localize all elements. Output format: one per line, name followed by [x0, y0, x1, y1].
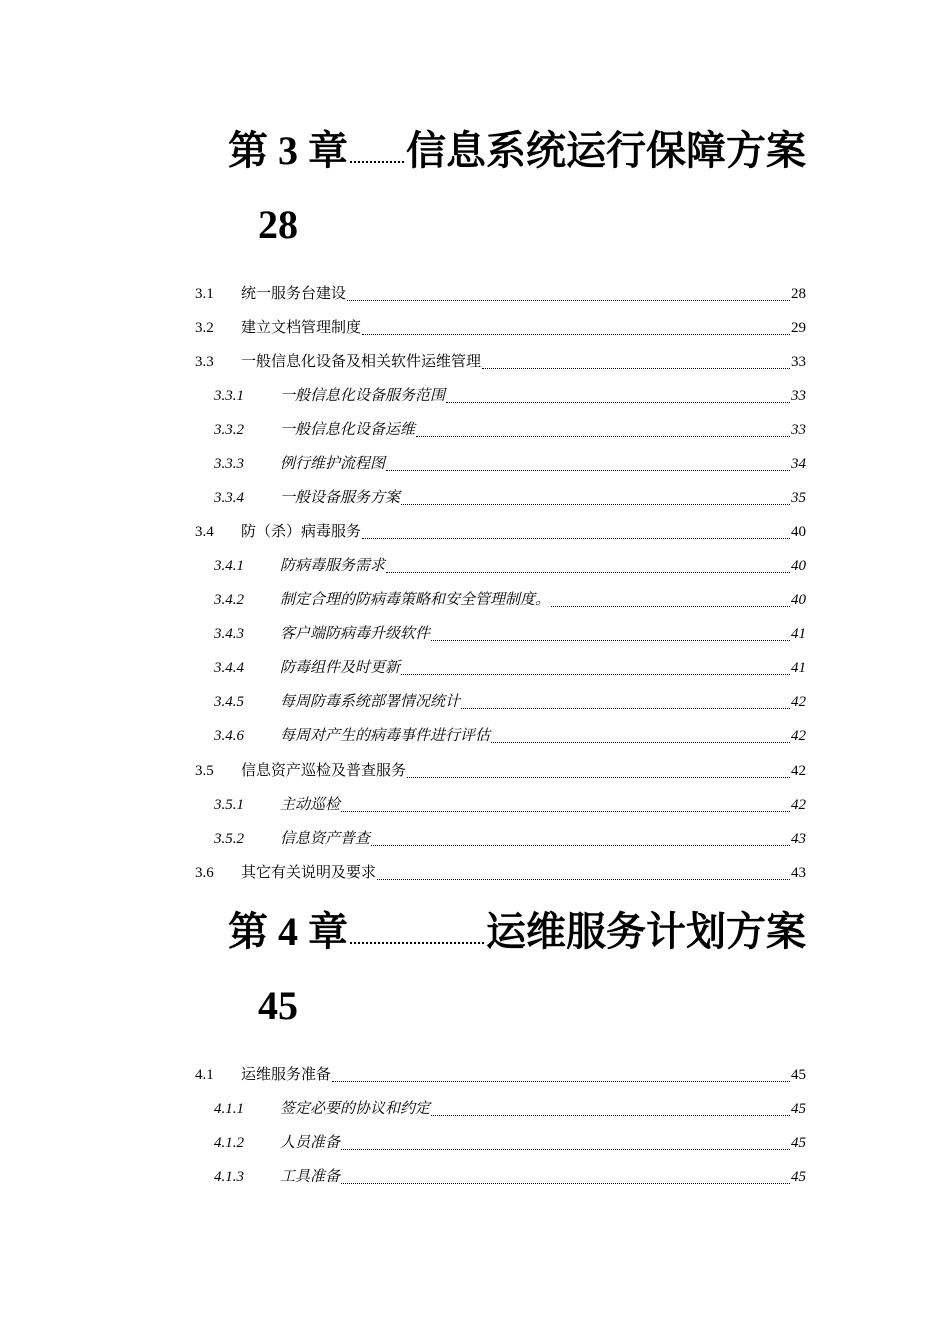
- entry-number: 3.3: [195, 354, 214, 370]
- dot-leader: [371, 845, 790, 846]
- toc-entry[interactable]: [195, 351, 806, 373]
- toc-chapter-4-heading[interactable]: [228, 908, 806, 956]
- toc-chapter-3-heading[interactable]: [228, 127, 806, 175]
- entry-number: 3.4.6: [214, 728, 244, 744]
- entry-number: 3.4.2: [214, 592, 244, 608]
- entry-number: 4.1: [195, 1067, 214, 1083]
- entry-title: 一般设备服务方案: [280, 490, 401, 506]
- dot-leader: [386, 470, 790, 471]
- toc-entry[interactable]: [195, 1064, 806, 1086]
- toc-subentry[interactable]: [195, 623, 806, 645]
- entry-page: 42: [791, 797, 806, 813]
- dot-leader: [350, 942, 484, 944]
- entry-number: 3.2: [195, 320, 214, 336]
- chapter-title: 运维服务计划方案: [486, 909, 806, 954]
- chapter-number: 第 4 章: [228, 909, 348, 954]
- toc-subentry[interactable]: [195, 487, 806, 509]
- dot-leader: [482, 368, 790, 369]
- chapter-title: 信息系统运行保障方案: [406, 128, 806, 173]
- dot-leader: [431, 1115, 790, 1116]
- toc-subentry[interactable]: [195, 385, 806, 407]
- dot-leader: [347, 300, 790, 301]
- entry-page: 35: [791, 490, 806, 506]
- toc-subentry[interactable]: [195, 657, 806, 679]
- entry-page: 42: [791, 694, 806, 710]
- entry-title: 工具准备: [280, 1169, 341, 1185]
- entry-title: 信息资产巡检及普查服务: [241, 763, 407, 779]
- chapter-page-number: 45: [258, 983, 298, 1028]
- entry-title: 人员准备: [280, 1135, 341, 1151]
- entry-page: 43: [791, 865, 806, 881]
- entry-page: 45: [791, 1101, 806, 1117]
- dot-leader: [341, 1183, 790, 1184]
- entry-number: 3.5: [195, 763, 214, 779]
- toc-subentry[interactable]: [195, 453, 806, 475]
- entry-page: 45: [791, 1135, 806, 1151]
- entry-title: 建立文档管理制度: [241, 320, 362, 336]
- entry-number: 3.3.1: [214, 388, 244, 404]
- entry-title: 其它有关说明及要求: [241, 865, 377, 881]
- entry-number: 3.3.2: [214, 422, 244, 438]
- entry-page: 28: [791, 286, 806, 302]
- entry-number: 3.4.3: [214, 626, 244, 642]
- toc-subentry[interactable]: [195, 419, 806, 441]
- entry-page: 33: [791, 422, 806, 438]
- entry-title: 每周防毒系统部署情况统计: [280, 694, 461, 710]
- entry-title: 一般信息化设备服务范围: [280, 388, 446, 404]
- entry-number: 3.4.5: [214, 694, 244, 710]
- entry-number: 3.1: [195, 286, 214, 302]
- entry-number: 3.5.1: [214, 797, 244, 813]
- entry-number: 3.3.3: [214, 456, 244, 472]
- entry-page: 40: [791, 592, 806, 608]
- entry-title: 防（杀）病毒服务: [241, 524, 362, 540]
- toc-subentry[interactable]: [195, 691, 806, 713]
- entry-page: 34: [791, 456, 806, 472]
- entry-page: 43: [791, 831, 806, 847]
- dot-leader: [431, 640, 790, 641]
- toc-subentry[interactable]: [195, 555, 806, 577]
- entry-title: 防毒组件及时更新: [280, 660, 401, 676]
- dot-leader: [341, 1149, 790, 1150]
- dot-leader: [446, 402, 790, 403]
- entry-title: 一般信息化设备运维: [280, 422, 416, 438]
- entry-number: 3.3.4: [214, 490, 244, 506]
- toc-subentry[interactable]: [195, 828, 806, 850]
- dot-leader: [350, 161, 404, 163]
- dot-leader: [341, 811, 790, 812]
- entry-page: 42: [791, 763, 806, 779]
- entry-page: 42: [791, 728, 806, 744]
- entry-number: 3.4.1: [214, 558, 244, 574]
- dot-leader: [401, 504, 790, 505]
- toc-entry[interactable]: [195, 760, 806, 782]
- entry-page: 45: [791, 1169, 806, 1185]
- entry-number: 3.6: [195, 865, 214, 881]
- entry-page: 33: [791, 388, 806, 404]
- entry-title: 签定必要的协议和约定: [280, 1101, 431, 1117]
- toc-entry[interactable]: [195, 862, 806, 884]
- entry-title: 一般信息化设备及相关软件运维管理: [241, 354, 482, 370]
- dot-leader: [407, 777, 790, 778]
- toc-subentry[interactable]: [195, 725, 806, 747]
- entry-title: 统一服务台建设: [241, 286, 347, 302]
- entry-title: 客户端防病毒升级软件: [280, 626, 431, 642]
- entry-title: 信息资产普查: [280, 831, 371, 847]
- toc-entry[interactable]: [195, 317, 806, 339]
- dot-leader: [551, 606, 790, 607]
- entry-page: 40: [791, 524, 806, 540]
- dot-leader: [386, 572, 790, 573]
- entry-number: 4.1.3: [214, 1169, 244, 1185]
- toc-subentry[interactable]: [195, 794, 806, 816]
- entry-page: 40: [791, 558, 806, 574]
- entry-page: 45: [791, 1067, 806, 1083]
- chapter-page-number: 28: [258, 202, 298, 247]
- entry-number: 4.1.1: [214, 1101, 244, 1117]
- entry-page: 33: [791, 354, 806, 370]
- toc-subentry[interactable]: [195, 1098, 806, 1120]
- entry-title: 例行维护流程图: [280, 456, 386, 472]
- entry-number: 3.4: [195, 524, 214, 540]
- entry-title: 主动巡检: [280, 797, 341, 813]
- toc-subentry[interactable]: [195, 589, 806, 611]
- chapter-number: 第 3 章: [228, 128, 348, 173]
- dot-leader: [401, 674, 790, 675]
- entry-title: 运维服务准备: [241, 1067, 332, 1083]
- toc-entry[interactable]: [195, 283, 806, 305]
- dot-leader: [377, 879, 790, 880]
- entry-page: 41: [791, 660, 806, 676]
- dot-leader: [461, 708, 790, 709]
- dot-leader: [362, 334, 790, 335]
- entry-title: 每周对产生的病毒事件进行评估: [280, 728, 491, 744]
- entry-page: 41: [791, 626, 806, 642]
- toc-entry[interactable]: [195, 521, 806, 543]
- entry-number: 3.4.4: [214, 660, 244, 676]
- entry-title: 制定合理的防病毒策略和安全管理制度。: [280, 592, 551, 608]
- entry-title: 防病毒服务需求: [280, 558, 386, 574]
- dot-leader: [362, 538, 790, 539]
- entry-page: 29: [791, 320, 806, 336]
- toc-subentry[interactable]: [195, 1166, 806, 1188]
- dot-leader: [416, 436, 790, 437]
- dot-leader: [332, 1081, 790, 1082]
- entry-number: 3.5.2: [214, 831, 244, 847]
- dot-leader: [491, 742, 790, 743]
- toc-subentry[interactable]: [195, 1132, 806, 1154]
- entry-number: 4.1.2: [214, 1135, 244, 1151]
